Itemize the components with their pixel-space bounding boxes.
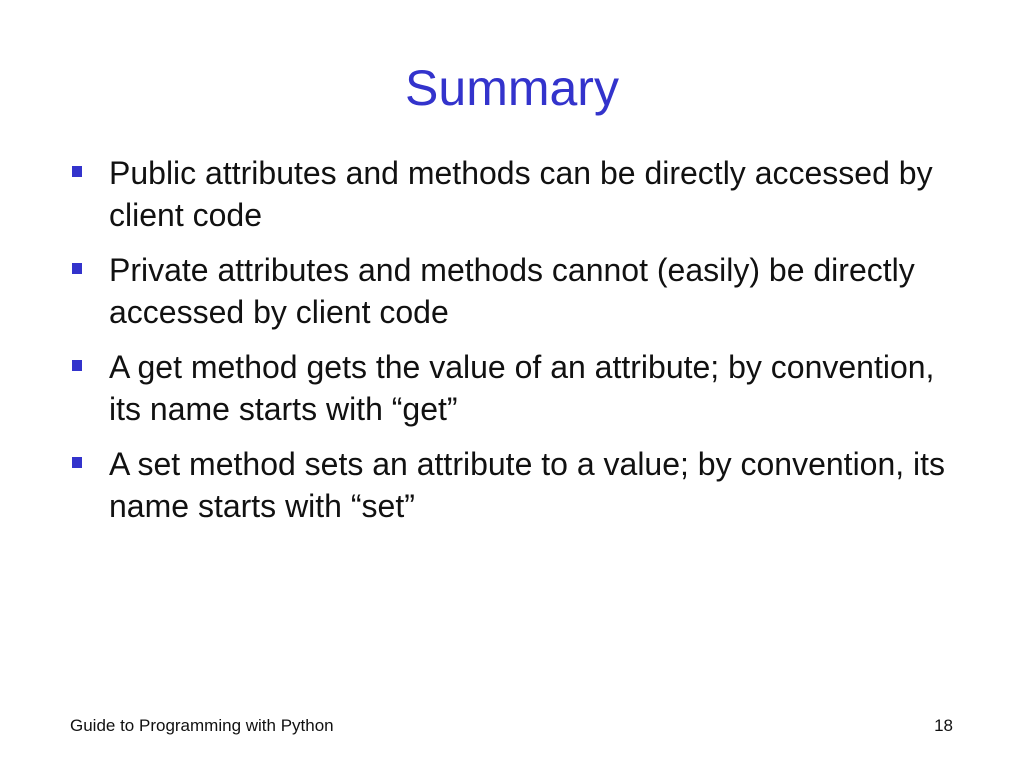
bullet-list	[72, 152, 972, 540]
square-bullet-icon	[72, 166, 82, 177]
square-bullet-icon	[72, 360, 82, 371]
bullet-item	[72, 249, 972, 333]
bullet-text: Private attributes and methods cannot (easily) be directly accessed by client code	[109, 252, 915, 330]
bullet-text: A set method sets an attribute to a value; by convention, its name starts with “set”	[109, 446, 946, 524]
square-bullet-icon	[72, 263, 82, 274]
page-number: 18	[934, 716, 953, 735]
footer-title: Guide to Programming with Python	[70, 716, 334, 735]
bullet-item	[72, 152, 972, 236]
bullet-item	[72, 346, 972, 430]
square-bullet-icon	[72, 457, 82, 468]
bullet-text: Public attributes and methods can be directly accessed by client code	[109, 155, 933, 233]
bullet-text: A get method gets the value of an attribute; by convention, its name starts with “get”	[109, 349, 935, 427]
slide-title: Summary	[405, 60, 619, 116]
bullet-item	[72, 443, 972, 527]
